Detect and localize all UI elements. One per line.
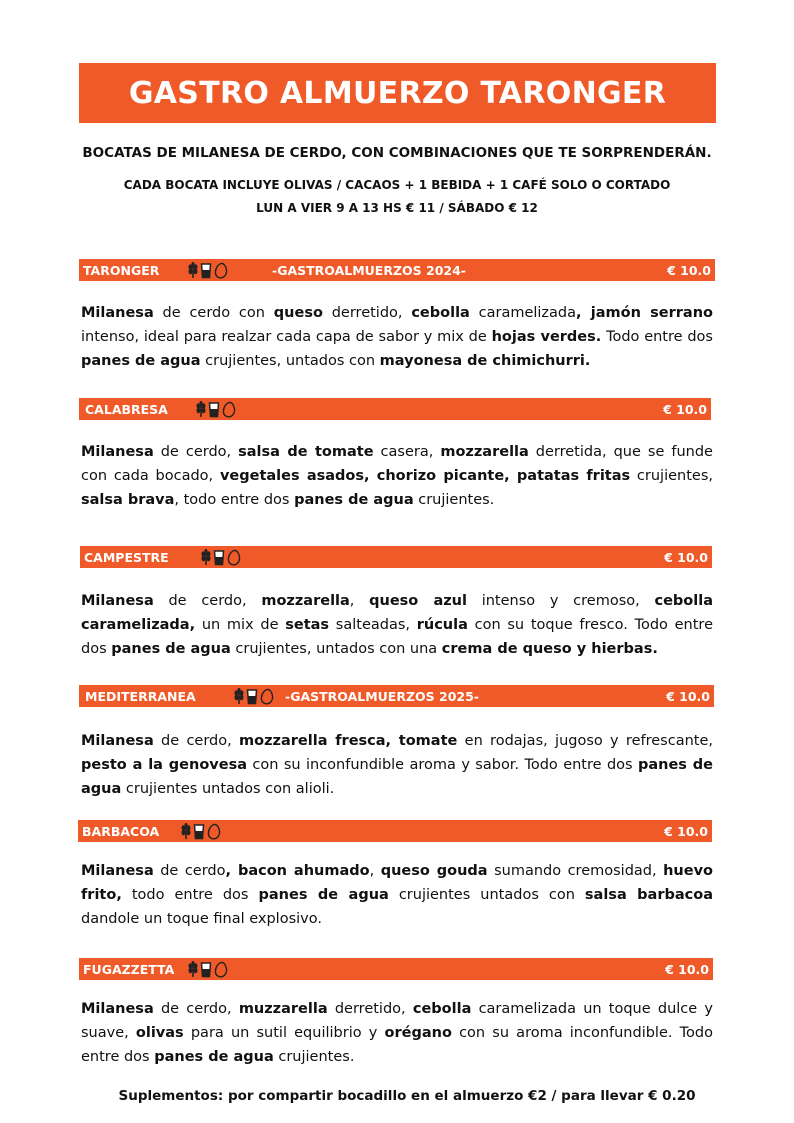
description-text: caramelizada un toque dulce y suave, [81, 1001, 713, 1041]
item-price: € 10.0 [664, 824, 708, 839]
description-text: crujientes untados con [388, 887, 585, 903]
highlight-text: crema de queso y hierbas. [441, 641, 658, 657]
description-text: para un sutil equilibrio y [183, 1025, 385, 1041]
item-tag: -GASTROALMUERZOS 2024- [272, 263, 466, 278]
description-text: casera, [373, 444, 441, 460]
highlight-text: mozzarella fresca, tomate [239, 733, 458, 749]
supplements-note: Suplementos: por compartir bocadillo en el almuerzo €2 / para llevar € 0.20 [118, 1088, 696, 1104]
item-header-fugazzetta [79, 958, 713, 980]
item-price: € 10.0 [667, 263, 711, 278]
allergen-icons [200, 548, 242, 566]
egg-icon [206, 823, 222, 840]
highlight-text: panes de agua [111, 641, 231, 657]
highlight-text: panes de agua [294, 492, 414, 508]
description-text: crujientes, untados con una [230, 641, 442, 657]
description-text: con su inconfundible aroma y sabor. Todo entre dos [247, 757, 638, 773]
highlight-text: cebolla [412, 1001, 472, 1017]
description-text: crujientes untados con alioli. [121, 781, 335, 797]
highlight-text: pesto a la genovesa [81, 757, 247, 773]
item-header-mediterranea [79, 685, 714, 707]
item-name: MEDITERRANEA [85, 689, 196, 704]
glass-icon [200, 262, 212, 279]
item-header-calabresa [79, 398, 711, 420]
description-text: con su toque fresco. Todo entre dos [81, 617, 713, 657]
description-text: Todo entre dos [601, 329, 713, 345]
highlight-text: cebolla caramelizada, [81, 593, 713, 633]
description-text: en rodajas, jugoso y refrescante, [457, 733, 713, 749]
egg-icon [213, 262, 229, 279]
item-description [81, 729, 713, 801]
highlight-text: olivas [135, 1025, 184, 1041]
highlight-text: Milanesa [81, 1001, 154, 1017]
description-text: intenso, ideal para realzar cada capa de sabor y mix de [81, 329, 492, 345]
highlight-text: panes de agua [81, 757, 713, 797]
wheat-icon [180, 823, 192, 840]
description-text: caramelizada [469, 305, 577, 321]
item-price: € 10.0 [664, 550, 708, 565]
item-price: € 10.0 [666, 689, 710, 704]
wheat-icon [187, 961, 199, 978]
glass-icon [213, 549, 225, 566]
highlight-text: orégano [384, 1025, 452, 1041]
highlight-text: mayonesa de chimichurri. [379, 353, 591, 369]
egg-icon [226, 549, 242, 566]
item-description [81, 859, 713, 931]
highlight-text: salsa barbacoa [584, 887, 713, 903]
highlight-text: , jamón serrano [576, 305, 714, 321]
glass-icon [208, 401, 220, 418]
description-text: , [369, 863, 381, 879]
description-text: crujientes, [630, 468, 713, 484]
highlight-text: salsa de tomate [238, 444, 374, 460]
highlight-text: Milanesa [81, 444, 154, 460]
description-text: dandole un toque final explosivo. [81, 911, 322, 927]
item-name: FUGAZZETTA [83, 962, 175, 977]
egg-icon [259, 688, 275, 705]
item-description [81, 440, 713, 512]
item-tag: -GASTROALMUERZOS 2025- [285, 689, 479, 704]
description-text: crujientes. [413, 492, 495, 508]
description-text: de cerdo, [153, 733, 240, 749]
highlight-text: panes de agua [258, 887, 389, 903]
highlight-text: setas [285, 617, 330, 633]
item-name: CAMPESTRE [84, 550, 169, 565]
highlight-text: panes de agua [81, 353, 201, 369]
item-description [81, 301, 713, 373]
wheat-icon [200, 549, 212, 566]
description-text: , [349, 593, 370, 609]
glass-icon [246, 688, 258, 705]
page-title: GASTRO ALMUERZO TARONGER [128, 75, 667, 111]
description-text: crujientes, untados con [200, 353, 380, 369]
glass-icon [200, 961, 212, 978]
description-text: todo entre dos [121, 887, 259, 903]
highlight-text: cebolla [411, 305, 470, 321]
description-text: de cerdo, [153, 593, 262, 609]
allergen-icons [233, 687, 275, 705]
item-description [81, 997, 713, 1069]
highlight-text: queso gouda [380, 863, 488, 879]
menu-includes: CADA BOCATA INCLUYE OLIVAS / CACAOS + 1 BEBIDA + 1 CAFÉ SOLO O CORTADO [123, 178, 671, 192]
item-name: BARBACOA [82, 824, 160, 839]
description-text: intenso y cremoso, [466, 593, 655, 609]
description-text: de cerdo con [153, 305, 274, 321]
highlight-text: salsa brava [81, 492, 175, 508]
menu-subtitle: BOCATAS DE MILANESA DE CERDO, CON COMBINACIONES QUE TE SORPRENDERÁN. [82, 145, 712, 161]
allergen-icons [180, 822, 222, 840]
description-text: , todo entre dos [174, 492, 295, 508]
highlight-text: Milanesa [81, 863, 154, 879]
highlight-text: , bacon ahumado [225, 863, 370, 879]
highlight-text: Milanesa [81, 733, 154, 749]
highlight-text: muzzarella [238, 1001, 328, 1017]
description-text: con su aroma inconfundible. Todo entre dos [81, 1025, 713, 1065]
highlight-text: mozzarella [440, 444, 529, 460]
description-text: derretida, que se funde con cada bocado, [81, 444, 713, 484]
item-name: TARONGER [83, 263, 160, 278]
description-text: de cerdo [153, 863, 226, 879]
highlight-text: queso azul [369, 593, 467, 609]
glass-icon [193, 823, 205, 840]
highlight-text: rúcula [416, 617, 468, 633]
description-text: derretido, [327, 1001, 413, 1017]
item-header-campestre [80, 546, 712, 568]
wheat-icon [195, 401, 207, 418]
highlight-text: vegetales asados, chorizo picante, patatas fritas [219, 468, 631, 484]
wheat-icon [233, 688, 245, 705]
highlight-text: Milanesa [81, 593, 154, 609]
description-text: de cerdo, [153, 444, 239, 460]
highlight-text: panes de agua [154, 1049, 274, 1065]
item-description [81, 589, 713, 661]
title-banner [79, 63, 716, 123]
description-text: salteadas, [329, 617, 417, 633]
item-price: € 10.0 [663, 402, 707, 417]
egg-icon [221, 401, 237, 418]
item-name: CALABRESA [85, 402, 168, 417]
description-text: de cerdo, [153, 1001, 239, 1017]
menu-schedule: LUN A VIER 9 A 13 HS € 11 / SÁBADO € 12 [256, 201, 538, 215]
item-header-taronger [79, 259, 715, 281]
item-price: € 10.0 [665, 962, 709, 977]
allergen-icons [187, 261, 229, 279]
highlight-text: mozzarella [261, 593, 350, 609]
description-text: un mix de [195, 617, 286, 633]
allergen-icons [195, 400, 237, 418]
highlight-text: Milanesa [81, 305, 154, 321]
highlight-text: hojas verdes. [491, 329, 602, 345]
description-text: sumando cremosidad, [487, 863, 664, 879]
item-header-barbacoa [78, 820, 712, 842]
allergen-icons [187, 960, 229, 978]
description-text: crujientes. [273, 1049, 355, 1065]
highlight-text: huevo frito, [81, 863, 713, 903]
description-text: derretido, [322, 305, 412, 321]
wheat-icon [187, 262, 199, 279]
egg-icon [213, 961, 229, 978]
highlight-text: queso [273, 305, 323, 321]
